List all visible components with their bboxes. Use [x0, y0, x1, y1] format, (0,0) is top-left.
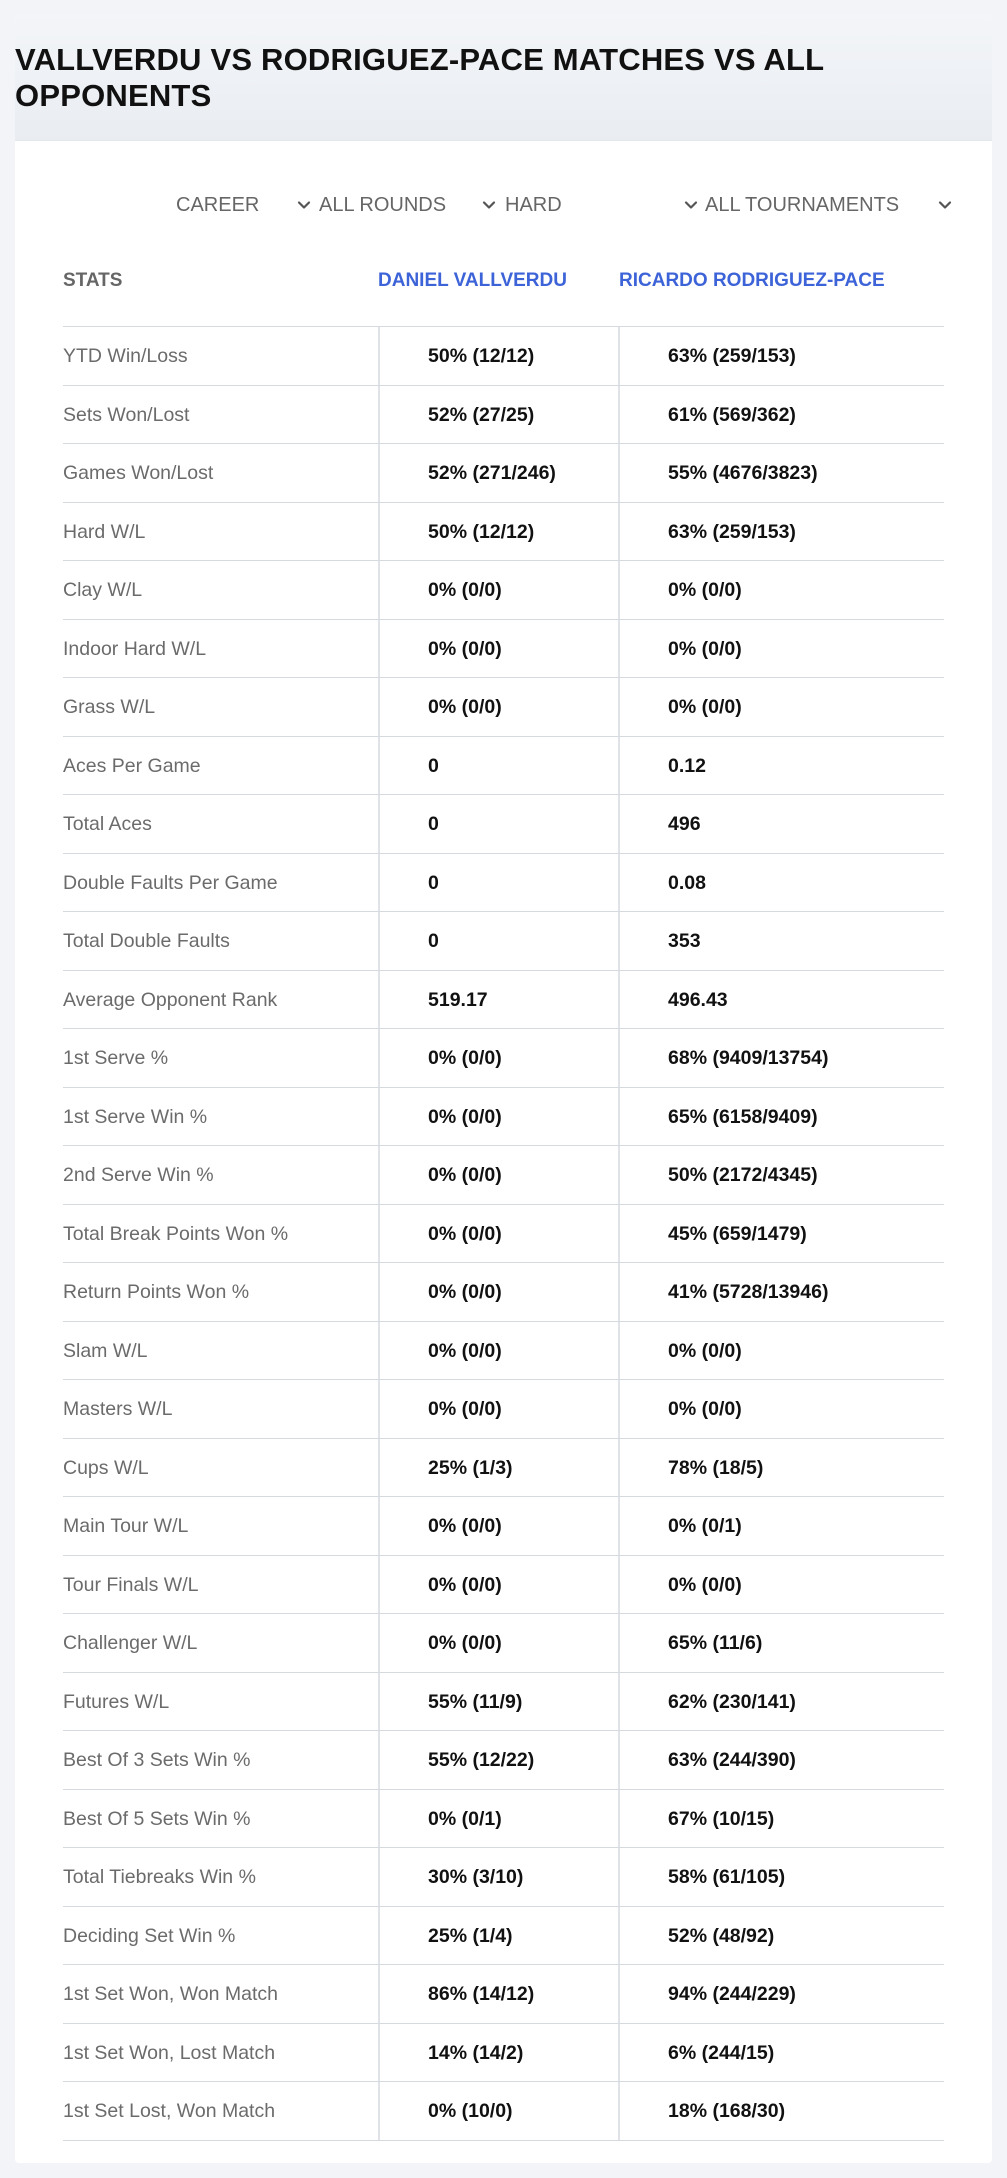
column-divider [618, 444, 620, 502]
table-row [63, 503, 944, 562]
surface-select-value: HARD [505, 193, 562, 216]
player2-value: 41% (5728/13946) [668, 1281, 829, 1303]
column-divider [618, 327, 620, 385]
table-row [63, 1907, 944, 1966]
table-row [63, 678, 944, 737]
player2-value: 62% (230/141) [668, 1690, 796, 1713]
table-row [63, 2024, 944, 2083]
stat-label: YTD Win/Loss [63, 345, 188, 367]
player1-value: 52% (271/246) [428, 462, 556, 484]
table-row [63, 1731, 944, 1790]
column-divider [618, 1731, 620, 1789]
table-row [63, 444, 944, 503]
column-divider [378, 1263, 380, 1321]
player2-value: 6% (244/15) [668, 2041, 775, 2064]
player1-value: 0% (0/0) [428, 1281, 502, 1303]
player1-value: 30% (3/10) [428, 1866, 524, 1888]
table-row [63, 1205, 944, 1264]
player1-value: 50% (12/12) [428, 345, 535, 367]
table-row [63, 1497, 944, 1556]
table-row [63, 971, 944, 1030]
column-divider [378, 503, 380, 561]
column-divider [378, 1907, 380, 1965]
player2-value: 0.08 [668, 871, 706, 894]
column-divider [378, 444, 380, 502]
stat-label: Games Won/Lost [63, 462, 214, 484]
player2-value: 0% (0/0) [668, 1573, 742, 1596]
player2-value: 45% (659/1479) [668, 1222, 807, 1245]
player1-value: 25% (1/4) [428, 1924, 513, 1947]
stat-label: Double Faults Per Game [63, 871, 278, 894]
stat-label: Best Of 3 Sets Win % [63, 1749, 251, 1771]
rounds-select[interactable] [319, 183, 499, 227]
column-divider [618, 1205, 620, 1263]
player2-value: 68% (9409/13754) [668, 1047, 829, 1069]
column-divider [618, 561, 620, 619]
player1-value: 0% (10/0) [428, 2100, 513, 2122]
column-divider [618, 1439, 620, 1497]
player1-value: 0 [428, 813, 439, 835]
player2-value: 78% (18/5) [668, 1456, 764, 1479]
column-divider [378, 678, 380, 736]
stat-label: Cups W/L [63, 1456, 149, 1479]
column-divider [378, 1380, 380, 1438]
column-divider [618, 1907, 620, 1965]
stats-card [15, 15, 992, 2163]
column-divider [618, 737, 620, 795]
column-divider [618, 1263, 620, 1321]
column-divider [618, 1029, 620, 1087]
tournaments-select-value: ALL TOURNAMENTS [705, 193, 900, 216]
stat-label: Sets Won/Lost [63, 403, 190, 426]
column-divider [618, 1965, 620, 2023]
column-divider [618, 912, 620, 970]
player1-value: 0 [428, 871, 439, 894]
stat-label: Aces Per Game [63, 754, 201, 777]
period-select[interactable] [176, 183, 316, 227]
player1-value: 0% (0/0) [428, 696, 502, 718]
column-divider [618, 1322, 620, 1380]
chevron-down-icon [935, 195, 955, 215]
table-row [63, 561, 944, 620]
column-divider [618, 1556, 620, 1614]
player2-value: 67% (10/15) [668, 1807, 775, 1830]
table-row [63, 2082, 944, 2141]
player2-value: 496.43 [668, 988, 728, 1011]
column-divider [378, 854, 380, 912]
stat-label: Grass W/L [63, 696, 156, 718]
player1-value: 0% (0/0) [428, 1339, 502, 1362]
rounds-select-value: ALL ROUNDS [319, 193, 447, 216]
page-header [15, 15, 992, 141]
stat-label: Total Break Points Won % [63, 1222, 289, 1245]
player1-value: 519.17 [428, 988, 488, 1011]
player1-value: 50% (12/12) [428, 520, 535, 543]
player1-value: 0 [428, 930, 439, 952]
column-divider [378, 2024, 380, 2082]
stat-label: Clay W/L [63, 579, 143, 601]
column-divider [378, 1673, 380, 1731]
stat-label: Tour Finals W/L [63, 1573, 199, 1596]
player1-value: 0% (0/0) [428, 1222, 502, 1245]
player2-value: 496 [668, 813, 701, 835]
table-row [63, 1848, 944, 1907]
column-divider [378, 1614, 380, 1672]
stat-label: Indoor Hard W/L [63, 637, 207, 660]
column-divider [378, 1848, 380, 1906]
player2-value: 0% (0/1) [668, 1515, 742, 1537]
table-row [63, 386, 944, 445]
column-divider [618, 854, 620, 912]
tournaments-select[interactable] [705, 183, 965, 227]
column-divider [378, 795, 380, 853]
table-row [63, 1322, 944, 1381]
player1-value: 0% (0/0) [428, 1398, 502, 1420]
chevron-down-icon [479, 195, 499, 215]
stat-label: Slam W/L [63, 1339, 148, 1362]
stat-label: Masters W/L [63, 1398, 173, 1420]
column-divider [618, 1088, 620, 1146]
player2-value: 0% (0/0) [668, 579, 742, 601]
column-divider [618, 1497, 620, 1555]
column-divider [378, 2082, 380, 2140]
column-divider [618, 386, 620, 444]
column-divider [378, 327, 380, 385]
filter-bar [15, 183, 992, 227]
column-divider [618, 1380, 620, 1438]
player1-column-header[interactable]: DANIEL VALLVERDU [378, 270, 567, 291]
player2-value: 0% (0/0) [668, 1398, 742, 1420]
column-divider [378, 1088, 380, 1146]
player1-value: 0% (0/0) [428, 1573, 502, 1596]
stat-label: Best Of 5 Sets Win % [63, 1807, 251, 1830]
stat-label: 1st Serve % [63, 1047, 169, 1069]
column-divider [618, 1790, 620, 1848]
table-row [63, 1263, 944, 1322]
player1-value: 55% (11/9) [428, 1690, 523, 1713]
player1-value: 0% (0/0) [428, 637, 502, 660]
player2-value: 65% (6158/9409) [668, 1105, 818, 1128]
column-divider [378, 620, 380, 678]
table-row [63, 620, 944, 679]
player2-value: 0% (0/0) [668, 637, 742, 660]
player1-value: 0% (0/0) [428, 1164, 502, 1186]
player1-value: 0% (0/0) [428, 1515, 502, 1537]
player2-value: 63% (259/153) [668, 345, 796, 367]
player1-value: 0% (0/0) [428, 1105, 502, 1128]
player2-value: 0.12 [668, 754, 706, 777]
player2-value: 52% (48/92) [668, 1924, 775, 1947]
table-row [63, 1965, 944, 2024]
player2-value: 63% (244/390) [668, 1749, 796, 1771]
table-row [63, 1673, 944, 1732]
player1-value: 25% (1/3) [428, 1456, 513, 1479]
player1-value: 0% (0/0) [428, 579, 502, 601]
player1-value: 52% (27/25) [428, 403, 535, 426]
chevron-down-icon [681, 195, 701, 215]
surface-select[interactable] [505, 183, 705, 227]
column-divider [378, 1790, 380, 1848]
table-row [63, 1439, 944, 1498]
player1-value: 0 [428, 754, 439, 777]
table-row [63, 1029, 944, 1088]
player1-value: 0% (0/0) [428, 1047, 502, 1069]
stat-label: Deciding Set Win % [63, 1924, 236, 1947]
column-divider [378, 737, 380, 795]
table-body [63, 327, 944, 2141]
column-divider [378, 1322, 380, 1380]
player1-value: 14% (14/2) [428, 2041, 524, 2064]
column-divider [618, 503, 620, 561]
table-row [63, 1790, 944, 1849]
period-select-value: CAREER [176, 193, 260, 216]
column-divider [618, 1614, 620, 1672]
table-row [63, 854, 944, 913]
column-divider [618, 795, 620, 853]
stats-column-header: STATS [63, 270, 123, 291]
stat-label: Challenger W/L [63, 1632, 198, 1654]
column-divider [378, 1965, 380, 2023]
column-divider [618, 1848, 620, 1906]
player2-value: 0% (0/0) [668, 696, 742, 718]
player1-value: 0% (0/0) [428, 1632, 502, 1654]
player2-value: 55% (4676/3823) [668, 462, 818, 484]
table-row [63, 1146, 944, 1205]
column-divider [378, 386, 380, 444]
player2-value: 58% (61/105) [668, 1866, 786, 1888]
stat-label: 2nd Serve Win % [63, 1164, 214, 1186]
player2-value: 18% (168/30) [668, 2100, 786, 2122]
player2-column-header[interactable]: RICARDO RODRIGUEZ-PACE [619, 270, 885, 291]
column-divider [618, 620, 620, 678]
stat-label: Total Aces [63, 813, 152, 835]
column-divider [378, 1439, 380, 1497]
stat-label: Hard W/L [63, 520, 146, 543]
table-row [63, 912, 944, 971]
table-row [63, 327, 944, 386]
player2-value: 63% (259/153) [668, 520, 796, 543]
column-divider [618, 2082, 620, 2140]
chevron-down-icon [294, 195, 314, 215]
stat-label: Average Opponent Rank [63, 988, 278, 1011]
stat-label: Return Points Won % [63, 1281, 250, 1303]
stat-label: 1st Set Won, Won Match [63, 1983, 278, 2005]
player2-value: 50% (2172/4345) [668, 1164, 818, 1186]
table-row [63, 1556, 944, 1615]
table-row [63, 1088, 944, 1147]
table-row [63, 1380, 944, 1439]
player2-value: 94% (244/229) [668, 1983, 796, 2005]
stats-table [63, 255, 944, 2141]
table-header [63, 255, 944, 327]
column-divider [378, 1731, 380, 1789]
column-divider [378, 971, 380, 1029]
column-divider [618, 2024, 620, 2082]
stat-label: Total Tiebreaks Win % [63, 1866, 256, 1888]
stat-label: Main Tour W/L [63, 1515, 189, 1537]
column-divider [618, 1673, 620, 1731]
page-title: VALLVERDU VS RODRIGUEZ-PACE MATCHES VS ALL OPPONENTS [15, 41, 824, 113]
column-divider [378, 912, 380, 970]
player1-value: 86% (14/12) [428, 1983, 535, 2005]
column-divider [378, 1556, 380, 1614]
stat-label: Total Double Faults [63, 930, 230, 952]
column-divider [378, 1146, 380, 1204]
player2-value: 61% (569/362) [668, 403, 796, 426]
column-divider [378, 1029, 380, 1087]
table-row [63, 795, 944, 854]
player1-value: 0% (0/1) [428, 1807, 502, 1830]
stat-label: 1st Serve Win % [63, 1105, 208, 1128]
player2-value: 0% (0/0) [668, 1339, 742, 1362]
column-divider [618, 678, 620, 736]
column-divider [378, 561, 380, 619]
stat-label: 1st Set Won, Lost Match [63, 2041, 276, 2064]
player1-value: 55% (12/22) [428, 1749, 535, 1771]
player2-value: 353 [668, 930, 701, 952]
table-row [63, 1614, 944, 1673]
stat-label: Futures W/L [63, 1690, 170, 1713]
player2-value: 65% (11/6) [668, 1632, 763, 1654]
stat-label: 1st Set Lost, Won Match [63, 2100, 276, 2122]
column-divider [378, 1497, 380, 1555]
column-divider [378, 1205, 380, 1263]
column-divider [618, 971, 620, 1029]
table-row [63, 737, 944, 796]
column-divider [618, 1146, 620, 1204]
